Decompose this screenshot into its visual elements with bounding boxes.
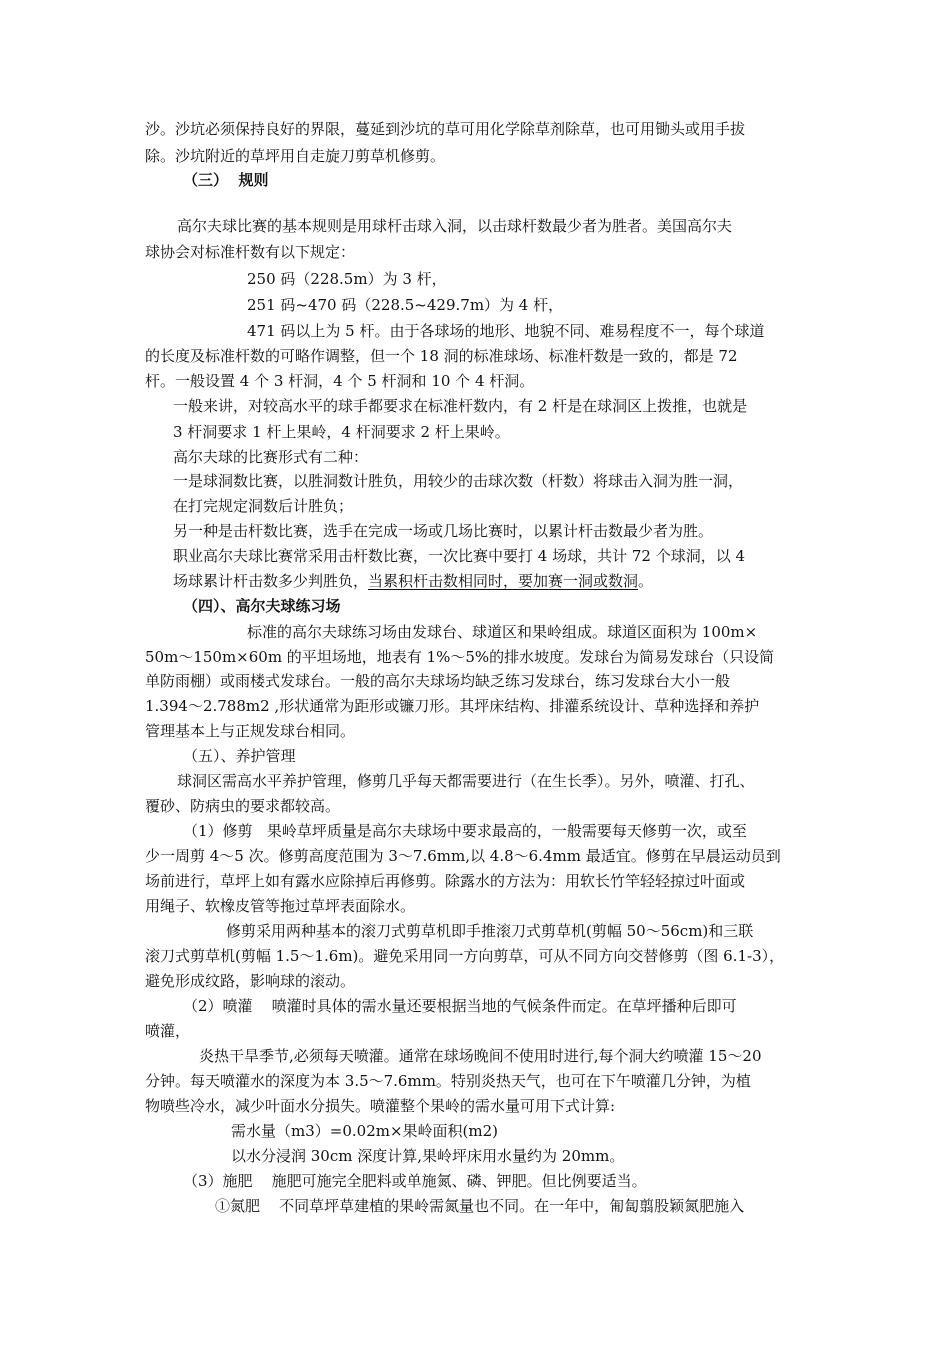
section-heading: （五）、养护管理 bbox=[183, 747, 296, 765]
paragraph-line: 修剪采用两种基本的滚刀式剪草机即手推滚刀式剪草机(剪幅 50～56cm)和三联 bbox=[226, 922, 754, 940]
line-text: 场球累计杆击数多少判胜负， bbox=[173, 572, 369, 590]
paragraph-line: 单防雨棚）或雨楼式发球台。一般的高尔夫球场均缺乏练习发球台，练习发球台大小一般 bbox=[145, 672, 731, 690]
paragraph-line: 物喷些冷水，减少叶面水分损失。喷灌整个果岭的需水量可用下式计算: bbox=[145, 1097, 616, 1115]
paragraph-line: （2）喷灌 喷灌时具体的需水量还要根据当地的气候条件而定。在草坪播种后即可 bbox=[183, 997, 737, 1015]
paragraph-line: 喷灌， bbox=[145, 1022, 191, 1040]
paragraph-line: ①氮肥 不同草坪草建植的果岭需氮量也不同。在一年中，匍匐翦股颖氮肥施入 bbox=[215, 1197, 745, 1215]
paragraph-line: 滚刀式剪草机(剪幅 1.5～1.6m)。避免采用同一方向剪草，可从不同方向交替修剪（图 6.1-3）， bbox=[145, 947, 785, 965]
paragraph-line: 沙。沙坑必须保持良好的界限，蔓延到沙坑的草可用化学除草剂除草，也可用锄头或用手拔 bbox=[145, 120, 746, 138]
paragraph-line: 在打完规定洞数后计胜负； bbox=[173, 497, 354, 515]
rule-line: 251 码~470 码（228.5~429.7m）为 4 杆， bbox=[247, 296, 564, 314]
paragraph-line: 场前进行，草坪上如有露水应除掉后再修剪。除露水的方法为：用软长竹竿轻轻掠过叶面或 bbox=[145, 872, 746, 890]
paragraph-line: 除。沙坑附近的草坪用自走旋刀剪草机修剪。 bbox=[145, 147, 446, 165]
paragraph-line: 避免形成纹路，影响球的滚动。 bbox=[145, 972, 356, 990]
section-heading: （四）、高尔夫球练习场 bbox=[183, 597, 341, 615]
line-end-punct: 。 bbox=[638, 572, 654, 590]
paragraph-line: 另一种是击杆数比赛，选手在完成一场或几场比赛时，以累计杆击数最少者为胜。 bbox=[173, 522, 714, 540]
paragraph-line: 的长度及标准杆数的可略作调整，但一个 18 洞的标准球场、标准杆数是一致的，都是 72 bbox=[145, 347, 738, 365]
section-heading: （三） 规则 bbox=[183, 171, 269, 189]
paragraph-line: 以水分浸润 30cm 深度计算,果岭坪床用水量约为 20mm。 bbox=[231, 1147, 625, 1165]
paragraph-line: 471 码以上为 5 杆。由于各球场的地形、地貌不同、难易程度不一，每个球道 bbox=[247, 322, 765, 340]
paragraph-line: 炎热干旱季节,必须每天喷灌。通常在球场晚间不使用时进行,每个洞大约喷灌 15～20 bbox=[199, 1047, 762, 1065]
paragraph-line: 高尔夫球的比赛形式有二种： bbox=[173, 448, 369, 466]
paragraph-line: （3）施肥 施肥可施完全肥料或单施氮、磷、钾肥。但比例要适当。 bbox=[183, 1172, 647, 1190]
paragraph-line: 高尔夫球比赛的基本规则是用球杆击球入洞，以击球杆数最少者为胜者。美国高尔夫 bbox=[177, 217, 733, 235]
underlined-text: 当累积杆击数相同时，要加赛一洞或数洞 bbox=[368, 572, 639, 590]
paragraph-line: 1.394～2.788m2 ,形状通常为距形或镰刀形。其坪床结构、排灌系统设计、草种选择和养护 bbox=[145, 697, 760, 715]
paragraph-line: 用绳子、软橡皮管等拖过草坪表面除水。 bbox=[145, 897, 416, 915]
paragraph-line: 职业高尔夫球比赛常采用击杆数比赛，一次比赛中要打 4 场球，共计 72 个球洞，以 4 bbox=[173, 547, 746, 565]
paragraph-line: 标准的高尔夫球练习场由发球台、球道区和果岭组成。球道区面积为 100m× bbox=[247, 623, 758, 641]
paragraph-line: 一般来讲，对较高水平的球手都要求在标准杆数内，有 2 杆是在球洞区上拨推，也就是 bbox=[173, 397, 748, 415]
paragraph-line: 杆。一般设置 4 个 3 杆洞，4 个 5 杆洞和 10 个 4 杆洞。 bbox=[145, 372, 535, 390]
paragraph-line bbox=[173, 571, 653, 591]
formula-line: 需水量（m3）=0.02m×果岭面积(m2) bbox=[231, 1122, 498, 1140]
paragraph-line: 覆砂、防病虫的要求都较高。 bbox=[145, 797, 341, 815]
paragraph-line: 管理基本上与正规发球台相同。 bbox=[145, 722, 356, 740]
rule-line: 250 码（228.5m）为 3 杆， bbox=[247, 270, 447, 288]
paragraph-line: 3 杆洞要求 1 杆上果岭，4 杆洞要求 2 杆上果岭。 bbox=[173, 423, 510, 441]
paragraph-line: 球洞区需高水平养护管理，修剪几乎每天都需要进行（在生长季）。另外，喷灌、打孔、 bbox=[177, 772, 755, 790]
paragraph-line: 分钟。每天喷灌水的深度为本 3.5～7.6mm。特别炎热天气，也可在下午喷灌几分钟，为植 bbox=[145, 1072, 751, 1090]
paragraph-line: 少一周剪 4～5 次。修剪高度范围为 3～7.6mm,以 4.8～6.4mm 最适宜。修剪在早晨运动员到 bbox=[145, 847, 781, 865]
paragraph-line: 50m～150m×60m 的平坦场地，地表有 1%～5%的排水坡度。发球台为简易发球台（只设简 bbox=[145, 648, 775, 666]
paragraph-line: （1）修剪 果岭草坪质量是高尔夫球场中要求最高的，一般需要每天修剪一次，或至 bbox=[183, 822, 747, 840]
paragraph-line: 一是球洞数比赛，以胜洞数计胜负，用较少的击球次数（杆数）将球击入洞为胜一洞， bbox=[173, 472, 744, 490]
paragraph-line: 球协会对标准杆数有以下规定： bbox=[145, 243, 356, 261]
